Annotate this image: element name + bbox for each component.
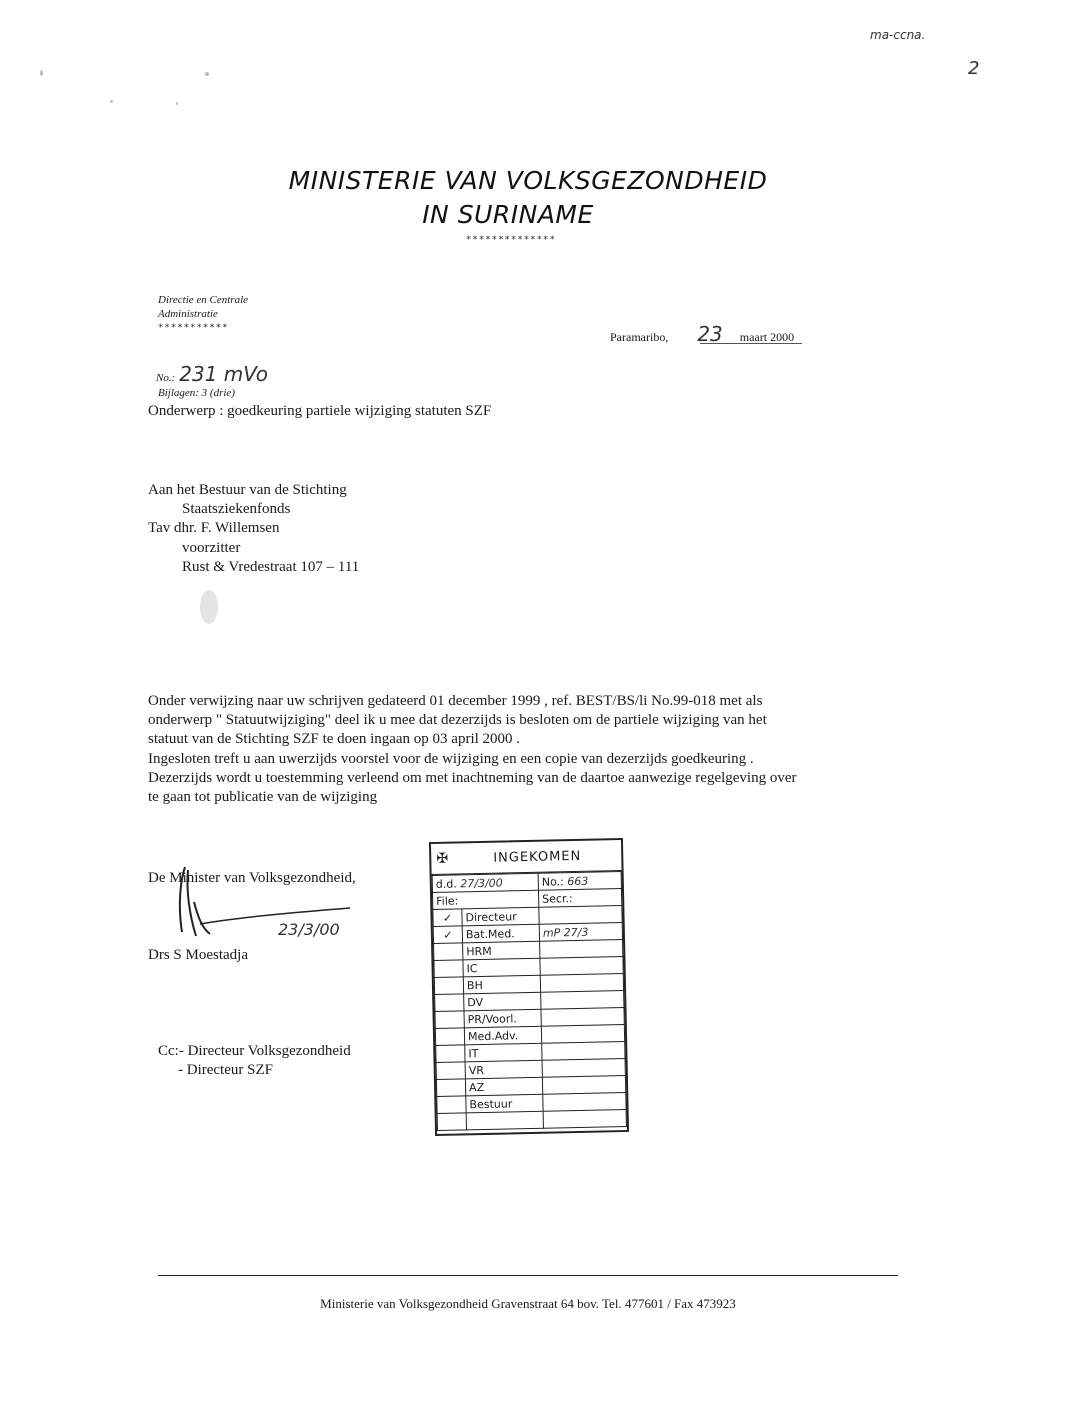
footer-address: Ministerie van Volksgezondheid Gravenstraat 64 bov. Tel. 477601 / Fax 473923 xyxy=(320,1296,736,1311)
stamp-row-check xyxy=(434,943,463,961)
stamp-row-note xyxy=(541,1025,624,1044)
body-line5: Dezerzijds wordt u toestemming verleend om met inachtneming van de daartoe aanwezige regelgeving over xyxy=(148,770,797,786)
stamp-row-label: DV xyxy=(464,992,541,1011)
date-day: 23 xyxy=(697,322,723,346)
stamp-row-check: ✓ xyxy=(433,926,462,944)
stamp-row-label: HRM xyxy=(463,941,540,960)
body-line6: te gaan tot publicatie van de wijziging xyxy=(148,789,378,805)
stamp-row-check xyxy=(435,1028,464,1046)
stamp-table xyxy=(432,871,627,1131)
footer-divider xyxy=(158,1275,898,1276)
stamp-row-check xyxy=(437,1113,466,1131)
date-underline xyxy=(700,343,802,344)
stamp-row-check: ✓ xyxy=(433,909,462,927)
stamp-row-label: IT xyxy=(465,1043,542,1062)
signatory-name: Drs S Moestadja xyxy=(148,947,248,963)
scan-speck xyxy=(110,100,113,103)
body-line4: Ingesloten treft u aan uwerzijds voorstel voor de wijziging en een copie van dezerzijds goedkeuring . xyxy=(148,751,754,767)
stamp-row-note xyxy=(540,974,623,993)
stamp-row-check xyxy=(435,1011,464,1029)
stamp-row-check xyxy=(434,977,463,995)
stamp-row-label: VR xyxy=(465,1060,542,1079)
stamp-row-check xyxy=(435,994,464,1012)
stamp-no-cell xyxy=(538,872,621,891)
stamp-dd-value: 27/3/00 xyxy=(460,876,503,890)
addressee-line3: Tav dhr. F. Willemsen xyxy=(148,520,280,536)
stamp-logo-icon: ✠ xyxy=(436,850,449,867)
stamp-secr-label: Secr.: xyxy=(538,889,621,908)
scan-speck xyxy=(205,72,209,76)
date-place: Paramaribo, xyxy=(610,330,669,344)
stamp-row-note xyxy=(539,906,622,925)
addressee-line4: voorzitter xyxy=(182,540,241,556)
cc-line1: Cc:- Directeur Volksgezondheid xyxy=(158,1043,351,1059)
stamp-row-check xyxy=(436,1079,465,1097)
stamp-row-note xyxy=(542,1059,625,1078)
subject: Onderwerp : goedkeuring partiele wijziging statuten SZF xyxy=(148,403,492,419)
top-right-annotation: ma-ccna. xyxy=(870,28,926,42)
department-line2: Administratie xyxy=(158,308,218,320)
date-month-year: maart 2000 xyxy=(739,330,795,344)
stamp-row-label: Med.Adv. xyxy=(464,1026,541,1045)
reference-no-value: 231 mVo xyxy=(179,362,269,386)
stamp-row-check xyxy=(434,960,463,978)
stamp-no-label: No.: xyxy=(541,874,564,889)
stamp-row-note xyxy=(540,940,623,959)
signature-title: De Minister van Volksgezondheid, xyxy=(148,870,356,886)
header-stars: ************** xyxy=(466,235,556,245)
stamp-row-note xyxy=(542,1042,625,1061)
stamp-row-check xyxy=(436,1062,465,1080)
stamp-routing-rows xyxy=(433,906,627,1131)
stamp-row-note xyxy=(543,1092,626,1111)
ministry-title-line2: IN SURINAME xyxy=(422,200,594,229)
stamp-row-label: Bat.Med. xyxy=(462,924,539,943)
stamp-row-label xyxy=(466,1111,543,1130)
ministry-title-line1: MINISTERIE VAN VOLKSGEZONDHEID xyxy=(288,166,768,195)
addressee-line2: Staatsziekenfonds xyxy=(182,501,291,517)
signature-date: 23/3/00 xyxy=(278,920,340,939)
stamp-row-note xyxy=(541,991,624,1010)
body-line3: statuut van de Stichting SZF te doen ingaan op 03 april 2000 . xyxy=(148,731,521,747)
body-line2: onderwerp " Statuutwijziging" deel ik u mee dat dezerzijds is besloten om de partiele wijziging van het xyxy=(148,712,767,728)
stamp-header xyxy=(431,840,622,875)
stamp-row-label: BH xyxy=(463,975,540,994)
stamp-row-label: PR/Voorl. xyxy=(464,1009,541,1028)
stamp-row-label: Bestuur xyxy=(466,1094,543,1113)
scan-speck xyxy=(200,590,218,624)
stamp-row-check xyxy=(437,1096,466,1114)
cc-line2: - Directeur SZF xyxy=(178,1062,273,1078)
stamp-row-check xyxy=(436,1045,465,1063)
stamp-file-label: File: xyxy=(432,890,538,909)
stamp-row xyxy=(437,1109,626,1130)
stamp-row-label: AZ xyxy=(465,1077,542,1096)
department-stars: *********** xyxy=(158,323,229,333)
stamp-row-note: mP 27/3 xyxy=(539,923,622,942)
stamp-row-label: Directeur xyxy=(462,907,539,926)
department-line1: Directie en Centrale xyxy=(158,294,249,306)
scan-speck xyxy=(176,102,178,105)
body-line1: Onder verwijzing naar uw schrijven gedateerd 01 december 1999 , ref. BEST/BS/li No.99-018 met als xyxy=(148,693,763,709)
addressee-line5: Rust & Vredestraat 107 – 111 xyxy=(182,559,360,575)
top-right-mark: 2 xyxy=(968,58,980,79)
stamp-row-note xyxy=(540,957,623,976)
stamp-row-note xyxy=(542,1076,625,1095)
stamp-no-value: 663 xyxy=(567,874,589,888)
received-stamp xyxy=(429,838,629,1136)
attachments: Bijlagen: 3 (drie) xyxy=(158,387,235,399)
scan-speck xyxy=(40,70,43,76)
stamp-row-label: IC xyxy=(463,958,540,977)
addressee-line1: Aan het Bestuur van de Stichting xyxy=(148,482,347,498)
reference-number xyxy=(156,362,268,386)
stamp-row-note xyxy=(543,1109,626,1128)
stamp-row-note xyxy=(541,1008,624,1027)
stamp-title: INGEKOMEN xyxy=(493,848,582,866)
stamp-dd-label: d.d. xyxy=(435,876,457,891)
reference-no-label: No.: xyxy=(156,372,176,384)
